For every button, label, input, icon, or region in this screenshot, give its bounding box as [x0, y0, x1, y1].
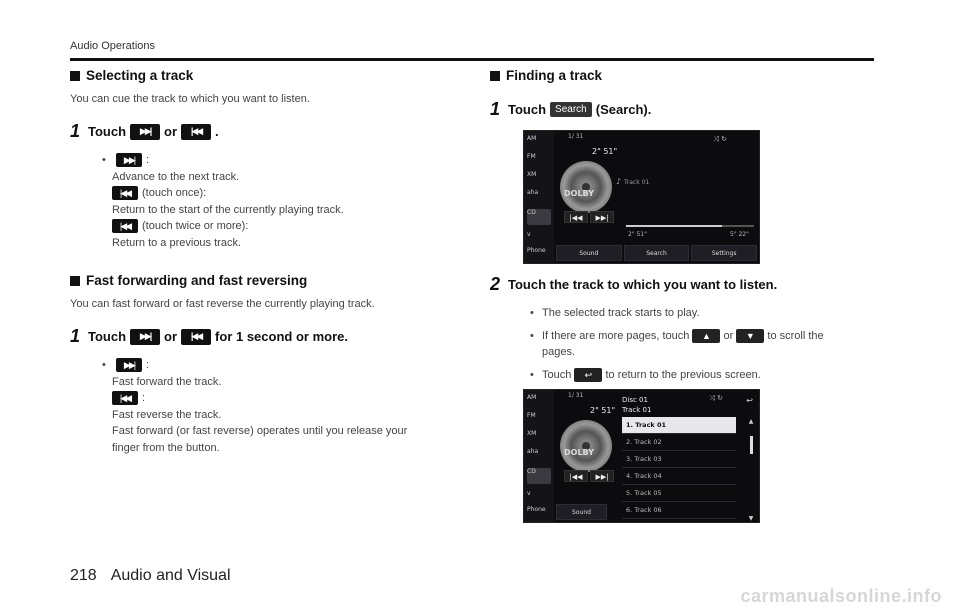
source-more: v — [527, 490, 531, 497]
bullet-item: • Touch ↩ to return to the previous screen. — [530, 368, 761, 381]
settings-softkey: Settings — [691, 245, 757, 261]
step-details — [70, 152, 450, 251]
source-aha: aha — [527, 448, 539, 455]
bullet-text: to scroll the — [767, 329, 824, 342]
bullet-item: • If there are more pages, touch ▲ or ▼ to scroll the pages. — [530, 329, 824, 358]
square-bullet-icon — [70, 276, 80, 286]
music-note-icon: ♪ — [616, 177, 622, 186]
track-list — [622, 417, 736, 519]
progress-bar — [626, 225, 754, 227]
arrow-down-icon: ▼ — [748, 515, 754, 522]
step-text: (Search). — [595, 102, 652, 117]
step-2-bullets — [490, 305, 874, 383]
detail-row — [112, 218, 450, 235]
return-icon: ↩ — [746, 396, 753, 405]
detail-text: Advance to the next track. — [112, 170, 240, 183]
detail-text: (touch twice or more): — [142, 220, 249, 232]
elapsed-time: 2" 51" — [590, 406, 616, 415]
skip-back-icon: |◀◀ — [564, 470, 588, 482]
source-xm: XM — [527, 171, 537, 178]
list-item: 1. Track 01 — [622, 417, 736, 434]
arrow-up-icon: ▲ — [692, 329, 720, 343]
section-heading-selecting-track — [70, 68, 450, 83]
skip-forward-icon: ▶▶| — [130, 124, 160, 140]
bullet-text: or — [723, 329, 734, 342]
detail-text: Return to a previous track. — [112, 236, 242, 249]
watermark: carmanualsonline.info — [740, 586, 942, 606]
softkey-bar — [554, 502, 609, 522]
detail-colon: : — [146, 359, 150, 371]
square-bullet-icon — [490, 71, 500, 81]
step-1-fast-forward — [70, 326, 450, 347]
list-scrollbar — [747, 418, 755, 522]
bullet-text: to return to the previous screen. — [605, 368, 761, 381]
arrow-down-icon: ▼ — [736, 329, 764, 343]
page-footer — [70, 567, 231, 585]
skip-forward-icon: ▶▶| — [130, 329, 160, 345]
detail-text: Return to the start of the currently playing track. — [112, 203, 344, 216]
running-head: Audio Operations — [70, 40, 155, 52]
arrow-up-icon: ▲ — [748, 418, 754, 425]
time-elapsed: 2" 51" — [628, 231, 647, 238]
detail-text: (touch once): — [142, 187, 207, 199]
scroll-thumb — [750, 436, 753, 454]
detail-row: • ▶▶| : — [112, 357, 450, 374]
skip-back-icon: |◀◀ — [112, 219, 138, 233]
list-item: 6. Track 06 — [622, 502, 736, 519]
section-title: Fast forwarding and fast reversing — [86, 273, 308, 288]
footer-section: Audio and Visual — [110, 567, 231, 584]
step-number: 1 — [70, 121, 81, 141]
step-text-end: for 1 second or more. — [215, 329, 348, 344]
step-1-search — [490, 99, 874, 120]
left-column — [70, 68, 450, 456]
bullet-text: Touch — [542, 368, 572, 381]
source-xm: XM — [527, 430, 537, 437]
step-details — [70, 357, 450, 456]
step-2-touch-track — [490, 274, 874, 295]
disc-label: Disc 01 — [622, 396, 648, 404]
skip-forward-icon: ▶▶| — [590, 470, 614, 482]
dolby-logo: DOLBY — [564, 448, 594, 457]
source-am: AM — [527, 135, 537, 142]
square-bullet-icon — [70, 71, 80, 81]
source-cd: CD — [527, 209, 551, 225]
step-text-end: . — [215, 124, 219, 139]
shuffle-repeat-icon: ⤨ ↻ — [713, 135, 727, 143]
section-heading-fast-forward — [70, 273, 450, 288]
sound-softkey: Sound — [556, 245, 622, 261]
source-sidebar — [524, 131, 554, 263]
track-counter: 1/ 31 — [568, 392, 584, 399]
shuffle-repeat-icon: ⤨ ↻ — [709, 394, 723, 402]
step-text-or: or — [164, 124, 178, 139]
softkey-bar — [554, 243, 759, 263]
detail-text: Fast reverse the track. — [112, 408, 222, 421]
bullet-item: • The selected track starts to play. — [530, 305, 874, 322]
skip-back-icon: |◀◀ — [112, 391, 138, 405]
track-name: Track 01 — [624, 179, 650, 186]
bullet-text: The selected track starts to play. — [542, 307, 700, 319]
section-intro: You can cue the track to which you want to listen. — [70, 93, 310, 105]
cd-disc-icon — [560, 420, 612, 472]
cd-disc-icon — [560, 161, 612, 213]
screenshot-playback-screen — [523, 130, 760, 264]
return-icon: ↩ — [574, 368, 602, 382]
detail-text: finger from the button. — [112, 441, 220, 454]
source-phone: Phone — [527, 506, 546, 513]
skip-forward-icon: ▶▶| — [590, 211, 614, 223]
detail-row — [112, 390, 450, 407]
list-item: 3. Track 03 — [622, 451, 736, 468]
page-number: 218 — [70, 567, 97, 584]
track-label: Track 01 — [622, 406, 652, 414]
section-intro: You can fast forward or fast reverse the currently playing track. — [70, 298, 375, 310]
track-counter: 1/ 31 — [568, 133, 584, 140]
dolby-logo: DOLBY — [564, 189, 594, 198]
detail-text: Fast forward the track. — [112, 375, 222, 388]
skip-back-icon: |◀◀ — [564, 211, 588, 223]
list-item: 4. Track 04 — [622, 468, 736, 485]
bullet-text: If there are more pages, touch — [542, 329, 690, 342]
step-text: Touch — [508, 102, 547, 117]
source-sidebar — [524, 390, 554, 522]
list-item: 2. Track 02 — [622, 434, 736, 451]
source-fm: FM — [527, 153, 536, 160]
source-am: AM — [527, 394, 537, 401]
detail-row — [112, 185, 450, 202]
step-1-select-track — [70, 121, 450, 142]
elapsed-time: 2" 51" — [592, 147, 618, 156]
top-rule — [70, 58, 874, 61]
skip-back-icon: |◀◀ — [181, 124, 211, 140]
skip-forward-icon: ▶▶| — [116, 358, 142, 372]
step-text: Touch — [88, 329, 127, 344]
detail-text: Fast forward (or fast reverse) operates until you release your — [112, 425, 408, 437]
detail-row: • ▶▶| : — [112, 152, 450, 169]
step-number: 2 — [490, 274, 501, 294]
time-total: 5" 22" — [730, 231, 749, 238]
step-number: 1 — [490, 99, 501, 119]
step-text-or: or — [164, 329, 178, 344]
detail-colon: : — [146, 154, 150, 166]
source-aha: aha — [527, 189, 539, 196]
search-button-chip: Search — [550, 102, 592, 117]
section-title: Selecting a track — [86, 68, 194, 83]
skip-back-icon: |◀◀ — [181, 329, 211, 345]
step-number: 1 — [70, 326, 81, 346]
skip-back-icon: |◀◀ — [112, 186, 138, 200]
step-text: Touch the track to which you want to listen. — [508, 277, 778, 292]
sound-softkey: Sound — [556, 504, 607, 520]
source-more: v — [527, 231, 531, 238]
detail-colon: : — [142, 392, 146, 404]
skip-forward-icon: ▶▶| — [116, 153, 142, 167]
bullet-text: pages. — [542, 346, 576, 358]
right-column — [490, 68, 874, 523]
source-fm: FM — [527, 412, 536, 419]
section-heading-finding-track — [490, 68, 874, 83]
list-item: 5. Track 05 — [622, 485, 736, 502]
section-title: Finding a track — [506, 68, 603, 83]
search-softkey: Search — [624, 245, 690, 261]
source-cd: CD — [527, 468, 551, 484]
step-text: Touch — [88, 124, 127, 139]
screenshot-track-list-screen — [523, 389, 760, 523]
source-phone: Phone — [527, 247, 546, 254]
